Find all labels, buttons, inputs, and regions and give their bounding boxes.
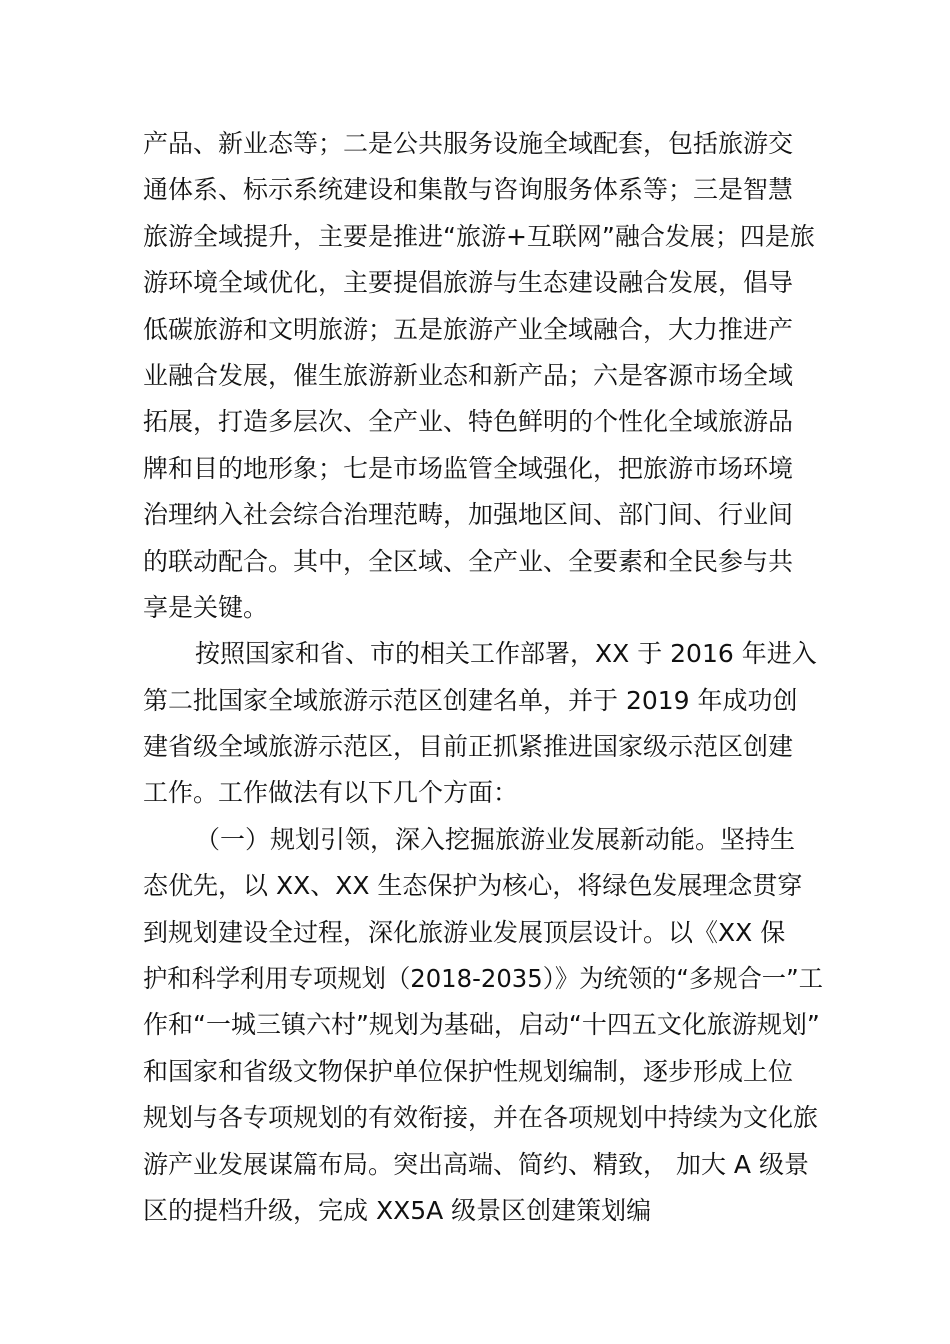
text-line: 态优先，以 XX、XX 生态保护为核心，将绿色发展理念贯穿 (143, 871, 803, 901)
text-line: 牌和目的地形象；七是市场监管全域强化，把旅游市场环境 (143, 453, 794, 483)
paragraph-start-line: （一）规划引领，深入挖掘旅游业发展新动能。坚持生 (195, 824, 796, 854)
body-text (143, 121, 823, 1234)
text-line: 作和“一城三镇六村”规划为基础，启动“十四五文化旅游规划” (143, 1010, 820, 1040)
text-line: 游环境全域优化，主要提倡旅游与生态建设融合发展，倡导 (143, 268, 794, 298)
text-line: 护和科学利用专项规划（2018-2035）》为统领的“多规合一”工 (143, 964, 823, 994)
text-line: 到规划建设全过程，深化旅游业发展顶层设计。以《XX 保 (143, 917, 786, 947)
text-line: 旅游全域提升，主要是推进“旅游+互联网”融合发展；四是旅 (143, 221, 815, 251)
text-line: 产品、新业态等；二是公共服务设施全域配套，包括旅游交 (143, 129, 794, 158)
text-line: 通体系、标示系统建设和集散与咨询服务体系等；三是智慧 (143, 175, 794, 205)
text-line: 低碳旅游和文明旅游；五是旅游产业全域融合，大力推进产 (143, 314, 794, 344)
text-line: 业融合发展，催生旅游新业态和新产品；六是客源市场全域 (143, 360, 794, 390)
text-line: 的联动配合。其中，全区域、全产业、全要素和全民参与共 (143, 546, 794, 576)
text-line: 第二批国家全域旅游示范区创建名单，并于 2019 年成功创 (143, 685, 798, 715)
text-line: 享是关键。 (143, 592, 269, 622)
text-line: 和国家和省级文物保护单位保护性规划编制，逐步形成上位 (143, 1056, 794, 1086)
text-line: 规划与各专项规划的有效衔接，并在各项规划中持续为文化旅 (143, 1103, 819, 1133)
text-line: 游产业发展谋篇布局。突出高端、简约、精致， 加大 A 级景 (143, 1149, 809, 1179)
text-line: 工作。工作做法有以下几个方面： (143, 778, 519, 808)
text-line: 治理纳入社会综合治理范畴，加强地区间、部门间、行业间 (143, 500, 794, 530)
text-line: 拓展，打造多层次、全产业、特色鲜明的个性化全域旅游品 (143, 407, 794, 437)
paragraph-start-line: 按照国家和省、市的相关工作部署，XX 于 2016 年进入 (195, 639, 817, 669)
text-line: 建省级全域旅游示范区，目前正抓紧推进国家级示范区创建 (143, 732, 794, 762)
text-line: 区的提档升级，完成 XX5A 级景区创建策划编 (143, 1195, 652, 1225)
